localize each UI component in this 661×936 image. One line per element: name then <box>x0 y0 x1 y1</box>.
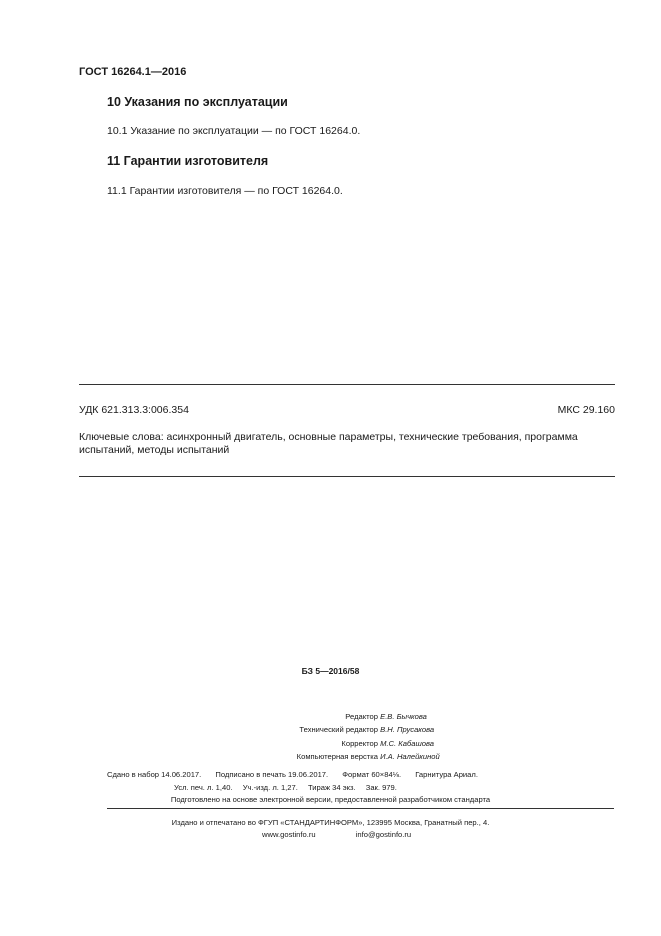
credit-name: В.Н. Прусакова <box>380 725 435 735</box>
credit-role: Компьютерная верстка <box>296 751 378 761</box>
keywords: Ключевые слова: асинхронный двигатель, основные параметры, технические требования, программа испытаний, методы испытаний <box>79 431 578 456</box>
credits-block <box>258 710 440 763</box>
credit-row <box>258 737 440 750</box>
credit-row <box>258 710 440 723</box>
credit-role: Редактор <box>345 712 378 721</box>
print-run: Тираж 34 экз. <box>307 783 356 792</box>
publication-details-row-2 <box>174 783 405 792</box>
paper-format: Формат 60×84⅛. <box>342 770 402 779</box>
divider-bottom <box>79 476 615 477</box>
signed-date: Подписано в печать 19.06.2017. <box>215 770 329 779</box>
typeface: Гарнитура Ариал. <box>415 770 478 779</box>
contacts <box>262 830 411 839</box>
email-link[interactable]: info@gostinfo.ru <box>355 830 412 839</box>
credit-name: И.А. Налейкиной <box>380 751 440 761</box>
section-11-1-text: 11.1 Гарантии изготовителя — по ГОСТ 16264.0. <box>107 185 343 197</box>
credit-role: Технический редактор <box>299 725 378 735</box>
website-link[interactable]: www.gostinfo.ru <box>262 830 316 839</box>
section-11-heading: 11 Гарантии изготовителя <box>107 154 269 168</box>
credit-row <box>258 750 440 763</box>
typeset-date: Сдано в набор 14.06.2017. <box>107 770 202 779</box>
prepared-note: Подготовлено на основе электронной версии, предоставленной разработчиком стандарта <box>170 795 491 804</box>
credit-name: М.С. Кабашова <box>380 738 435 748</box>
order-number: Зак. 979. <box>365 783 397 792</box>
bz-number: БЗ 5—2016/58 <box>301 666 360 676</box>
publishing-sheets: Уч.-изд. л. 1,27. <box>242 783 298 792</box>
divider-top <box>79 384 615 385</box>
divider-imprint <box>107 808 614 809</box>
credit-role: Корректор <box>341 738 378 748</box>
udk-code: УДК 621.313.3:006.354 <box>79 404 189 416</box>
publication-details-row-1 <box>107 770 490 779</box>
section-10-heading: 10 Указания по эксплуатации <box>107 95 288 109</box>
section-10-1-text: 10.1 Указание по эксплуатации — по ГОСТ 16264.0. <box>107 125 361 137</box>
publisher-info: Издано и отпечатано во ФГУП «СТАНДАРТИНФОРМ», 123995 Москва, Гранатный пер., 4. <box>171 818 490 827</box>
print-sheets: Усл. печ. л. 1,40. <box>174 783 233 792</box>
credit-row <box>258 723 440 736</box>
credit-name: Е.В. Бычкова <box>380 712 427 721</box>
document-code: ГОСТ 16264.1—2016 <box>79 66 187 78</box>
mks-code: МКС 29.160 <box>557 404 615 416</box>
